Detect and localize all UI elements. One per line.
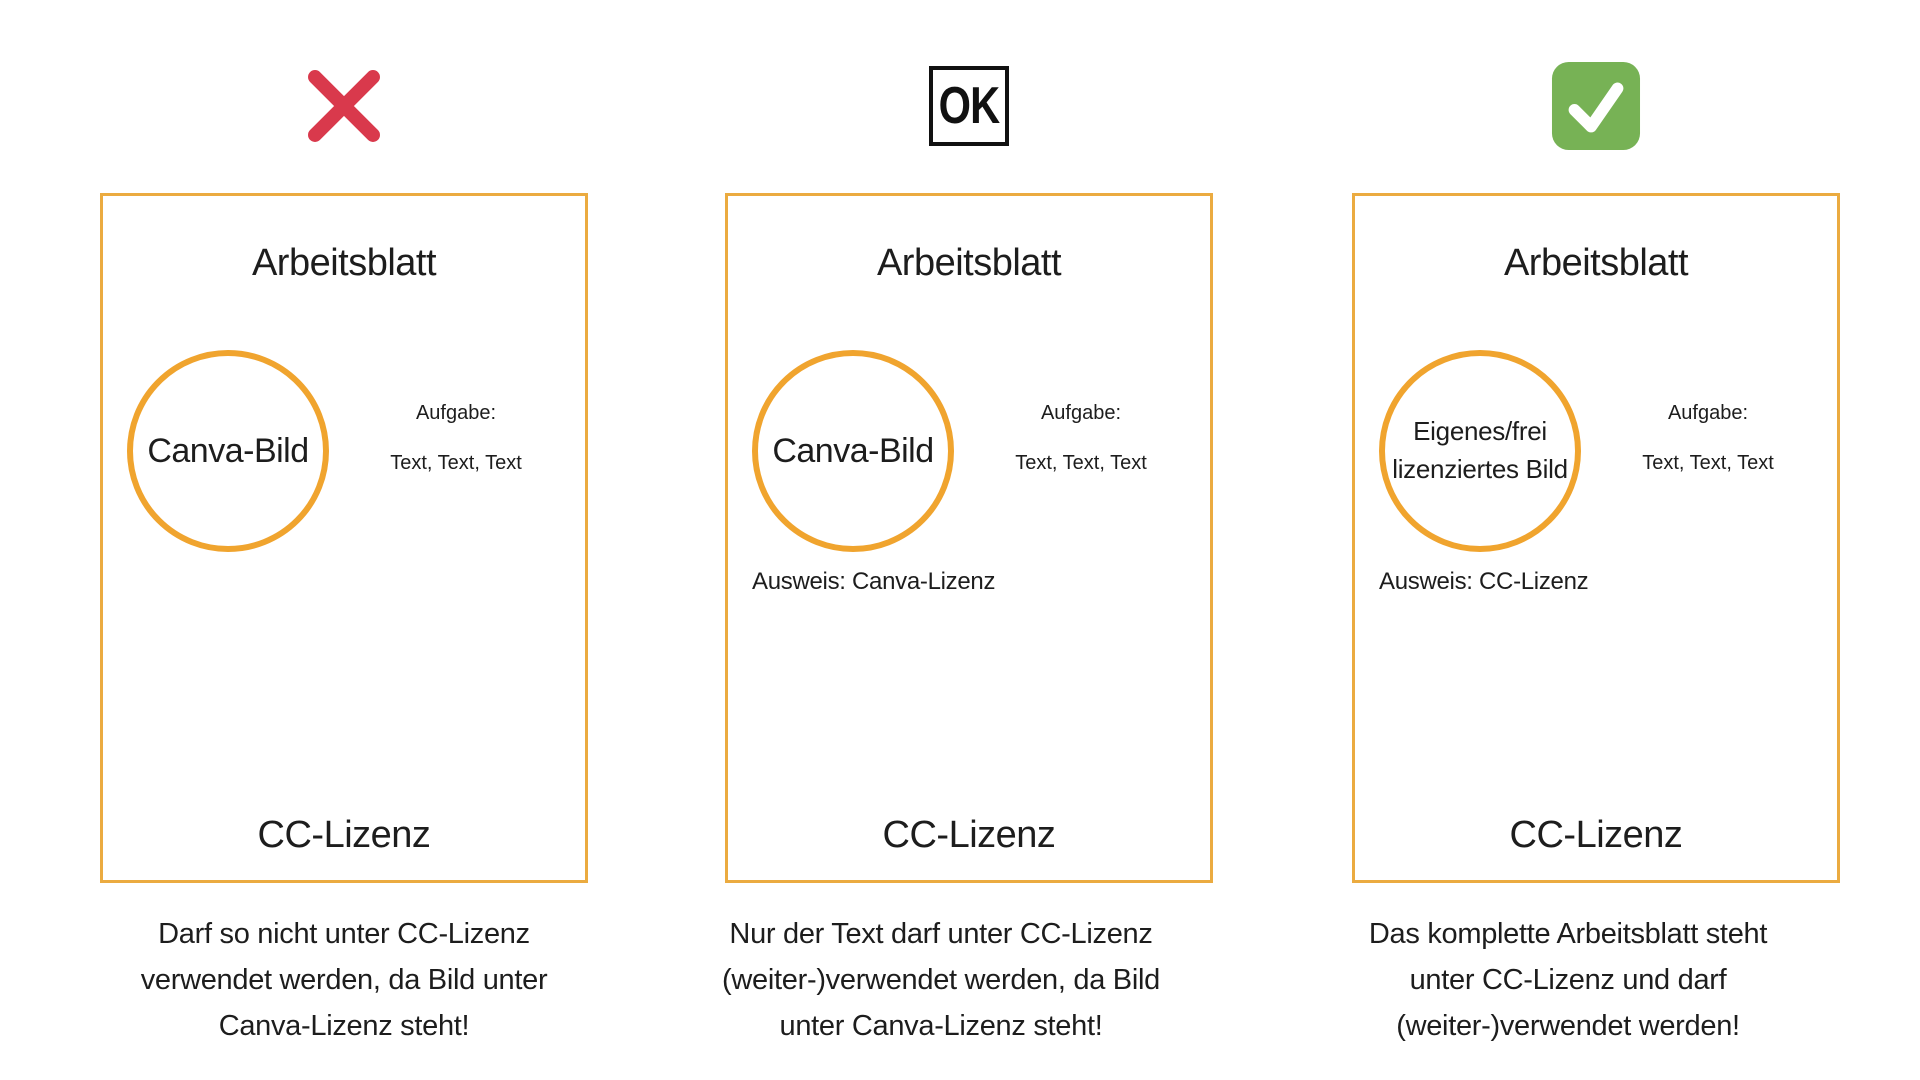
column-allowed: [1352, 0, 1840, 1080]
check-mark-icon: [1551, 61, 1641, 151]
task-text: Text, Text, Text: [1015, 452, 1147, 474]
caption-line: Canva-Lizenz steht!: [218, 1010, 470, 1042]
worksheet-card: [1352, 193, 1840, 883]
caption-line: Nur der Text darf unter CC-Lizenz: [729, 918, 1153, 950]
license-note: Ausweis: Canva-Lizenz: [752, 568, 996, 595]
license-note: Ausweis: CC-Lizenz: [1379, 568, 1589, 595]
task-text: Text, Text, Text: [390, 452, 522, 474]
caption-line: (weiter-)verwendet werden, da Bild: [722, 964, 1160, 996]
image-label: Eigenes/frei lizenziertes Bild: [1392, 416, 1568, 484]
card-title: Arbeitsblatt: [251, 242, 437, 284]
caption-line: verwendet werden, da Bild unter: [140, 964, 548, 996]
image-circle: [1379, 350, 1581, 552]
caption-line: Das komplette Arbeitsblatt steht: [1368, 918, 1768, 950]
verdict-icon-row: [100, 58, 588, 154]
caption-line: unter CC-Lizenz und darf: [1409, 964, 1727, 996]
cross-mark-icon: [301, 63, 387, 149]
verdict-icon-row: [1352, 58, 1840, 154]
verdict-icon-row: [725, 58, 1213, 154]
worksheet-card: [100, 193, 588, 883]
caption: [44, 911, 644, 1049]
card-footer-license: CC-Lizenz: [1509, 814, 1683, 856]
card-footer-license: CC-Lizenz: [882, 814, 1056, 856]
column-partially-ok: [722, 0, 1213, 1080]
image-circle: [127, 350, 329, 552]
card-footer-license: CC-Lizenz: [257, 814, 431, 856]
caption-line: unter Canva-Lizenz steht!: [779, 1010, 1103, 1042]
image-label: Canva-Bild: [147, 431, 309, 470]
card-title: Arbeitsblatt: [1503, 242, 1689, 284]
caption-line: (weiter-)verwendet werden!: [1396, 1010, 1740, 1042]
task-text: Text, Text, Text: [1642, 452, 1774, 474]
ok-badge-icon: [929, 66, 1009, 146]
worksheet-card: [725, 193, 1213, 883]
column-not-allowed: [100, 0, 588, 1080]
caption: [1268, 911, 1868, 1049]
image-circle: [752, 350, 954, 552]
task-heading: Aufgabe:: [1040, 402, 1122, 424]
caption: [641, 911, 1241, 1049]
caption-line: Darf so nicht unter CC-Lizenz: [158, 918, 530, 950]
task-heading: Aufgabe:: [415, 402, 497, 424]
card-title: Arbeitsblatt: [876, 242, 1062, 284]
image-label: Canva-Bild: [772, 431, 934, 470]
task-heading: Aufgabe:: [1667, 402, 1749, 424]
ok-label: OK: [938, 77, 1000, 135]
